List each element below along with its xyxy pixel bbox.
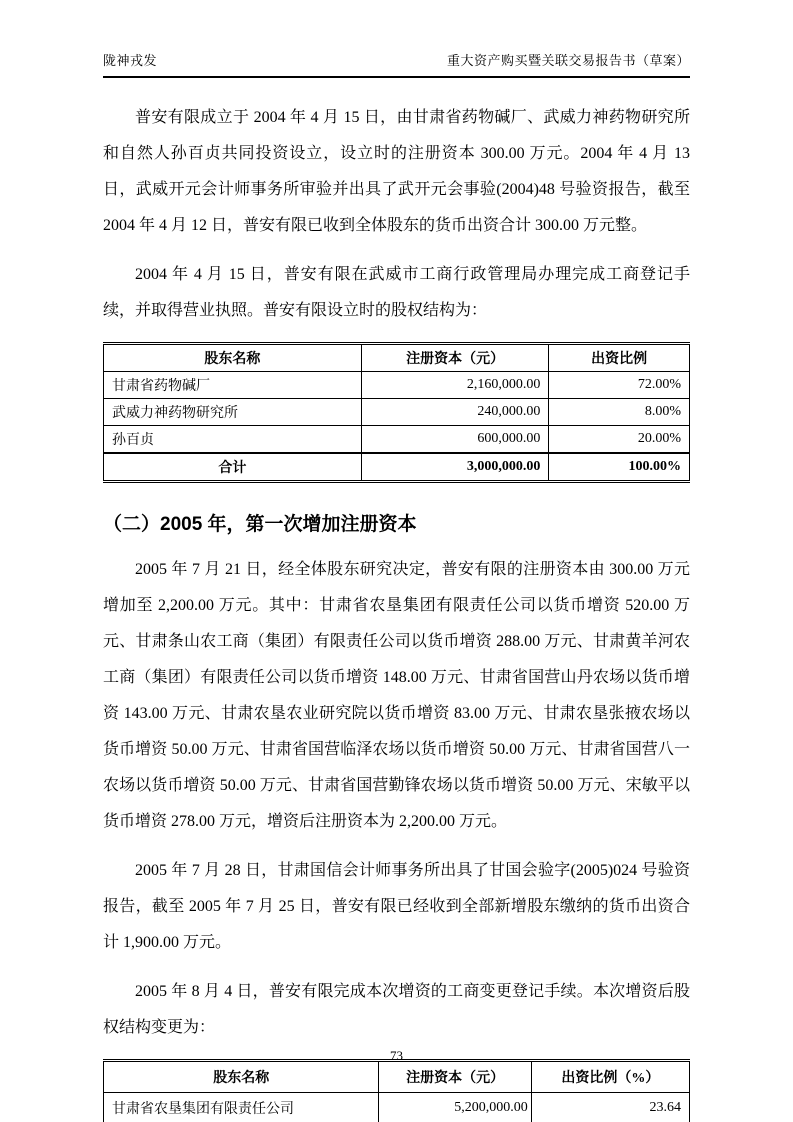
page-number: 73 [390, 1048, 403, 1063]
table-cell: 合计 [104, 453, 362, 482]
table-row [104, 372, 690, 399]
table-cell: 2,160,000.00 [361, 372, 549, 399]
paragraph-establishment: 普安有限成立于 2004 年 4 月 15 日，由甘肃省药物碱厂、武威力神药物研究所和自然人孙百贞共同投资设立，设立时的注册资本 300.00 万元。2004 年 4 月 13 日，武威开元会计师事务所审验并出具了武开元会事验(2004)48 号验资报告，截至 2004 年 4 月 12 日，普安有限已收到全体股东的货币出资合计 300.00 万元整。 [103, 109, 690, 234]
table-row [104, 426, 690, 454]
table-header-cell: 出资比例 [549, 344, 690, 372]
table-cell: 孙百贞 [104, 426, 362, 454]
post-increase-equity-structure-table [103, 1059, 690, 1122]
initial-equity-structure-table [103, 342, 690, 483]
table-header-cell: 注册资本（元） [379, 1061, 531, 1093]
page-header [103, 50, 690, 78]
table-cell: 武威力神药物研究所 [104, 399, 362, 426]
table-cell: 甘肃省农垦集团有限责任公司 [104, 1093, 379, 1122]
table-header-cell: 出资比例（%） [531, 1061, 689, 1093]
table-row [104, 399, 690, 426]
table-cell: 23.64 [531, 1093, 689, 1122]
table-cell: 甘肃省药物碱厂 [104, 372, 362, 399]
section-heading: （二）2005 年，第一次增加注册资本 [103, 514, 417, 535]
table-total-row [104, 453, 690, 482]
table-cell: 5,200,000.00 [379, 1093, 531, 1122]
paragraph-capital-increase: 2005 年 7 月 21 日，经全体股东研究决定，普安有限的注册资本由 300.00 万元增加至 2,200.00 万元。其中：甘肃省农垦集团有限责任公司以货币增资 520.00 万元、甘肃条山农工商（集团）有限责任公司以货币增资 288.00 万元、甘肃黄羊河农工商（集团）有限责任公司以货币增资 148.00 万元、甘肃省国营山丹农场以货币增资 143.00 万元、甘肃农垦农业研究院以货币增资 83.00 万元、甘肃农垦张掖农场以货币增资 50.00 万元、甘肃省国营临泽农场以货币增资 50.00 万元、甘肃省国营八一农场以货币增资 50.00 万元、甘肃省国营勤锋农场以货币增资 50.00 万元、宋敏平以货币增资 278.00 万元，增资后注册资本为 2,200.00 万元。 [103, 561, 690, 830]
table-header-cell: 股东名称 [104, 1061, 379, 1093]
paragraph-capital-verification: 2005 年 7 月 28 日，甘肃国信会计师事务所出具了甘国会验字(2005)024 号验资报告，截至 2005 年 7 月 25 日，普安有限已经收到全部新增股东缴纳的货币出资合计 1,900.00 万元。 [103, 862, 690, 951]
table-cell: 3,000,000.00 [361, 453, 549, 482]
paragraph-registration: 2004 年 4 月 15 日，普安有限在武威市工商行政管理局办理完成工商登记手续，并取得营业执照。普安有限设立时的股权结构为： [103, 266, 690, 319]
header-report-title: 重大资产购买暨关联交易报告书（草案） [446, 53, 690, 68]
page-footer [0, 1048, 793, 1064]
table-cell: 600,000.00 [361, 426, 549, 454]
table-cell: 100.00% [549, 453, 690, 482]
table-header-row [104, 1061, 690, 1093]
table-row [104, 1093, 690, 1122]
table-cell: 72.00% [549, 372, 690, 399]
table-header-cell: 注册资本（元） [361, 344, 549, 372]
table-cell: 20.00% [549, 426, 690, 454]
header-company-short-name: 陇神戎发 [103, 53, 158, 68]
table-header-cell: 股东名称 [104, 344, 362, 372]
paragraph-change-registration: 2005 年 8 月 4 日，普安有限完成本次增资的工商变更登记手续。本次增资后股权结构变更为： [103, 983, 690, 1036]
table-header-row [104, 344, 690, 372]
table-cell: 8.00% [549, 399, 690, 426]
table-cell: 240,000.00 [361, 399, 549, 426]
